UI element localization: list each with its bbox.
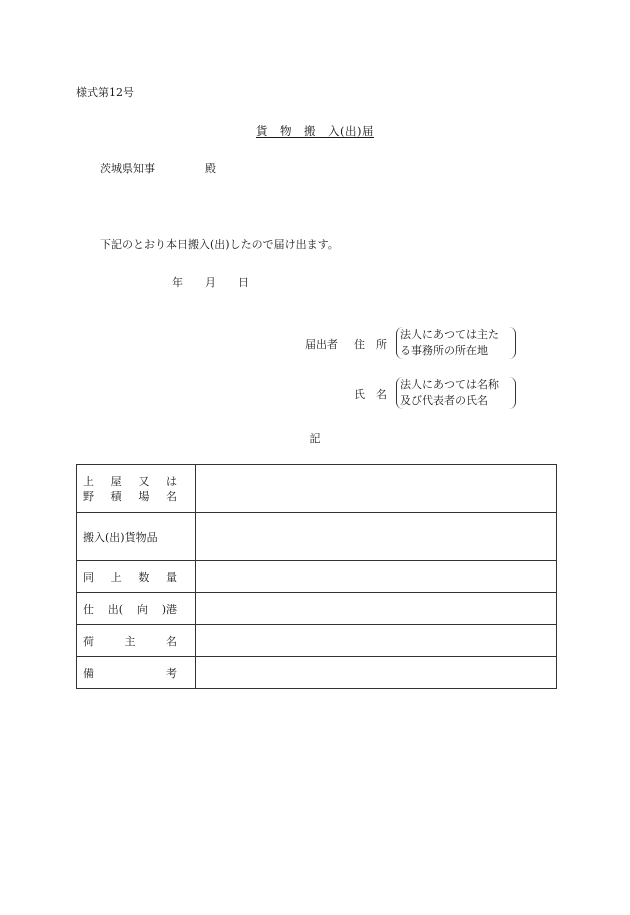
- shed-or-yard-name-field[interactable]: [196, 465, 557, 513]
- quantity-field[interactable]: [196, 561, 557, 593]
- name-note-bracket: [396, 377, 516, 409]
- addressee-honorific: 殿: [205, 162, 216, 175]
- table-row: [77, 561, 557, 593]
- name-note-line1: 法人にあつては名称: [400, 378, 499, 391]
- date-month-label: 月: [205, 276, 216, 289]
- remarks-field[interactable]: [196, 657, 557, 689]
- document-title: [0, 123, 630, 139]
- table-row: [77, 513, 557, 561]
- table-row: [77, 625, 557, 657]
- table-row: [77, 657, 557, 689]
- document-title-text: 貨 物 搬 入(出)届: [256, 124, 374, 138]
- address-note-bracket: [396, 327, 516, 359]
- form-number: 様式第12号: [76, 86, 134, 99]
- address-label: 住 所: [354, 338, 387, 351]
- date-line: [172, 274, 249, 290]
- ki-heading: 記: [309, 432, 321, 445]
- cargo-item-label: 搬入(出)貨物品: [77, 513, 196, 561]
- table-row: [77, 465, 557, 513]
- statement-text: 下記のとおり本日搬入(出)したので届け出ます。: [100, 238, 339, 251]
- date-day-label: 日: [238, 276, 249, 289]
- cargo-detail-table: [76, 464, 557, 689]
- port-field[interactable]: [196, 593, 557, 625]
- remarks-label: 備 考: [77, 657, 196, 689]
- port-label: 仕 出( 向 )港: [77, 593, 196, 625]
- notifier-label: 届出者: [305, 338, 338, 351]
- date-year-label: 年: [172, 276, 183, 289]
- addressee: 茨城県知事: [100, 162, 155, 175]
- quantity-label: 同 上 数 量: [77, 561, 196, 593]
- address-note-line2: る事務所の所在地: [400, 344, 488, 357]
- table-row: [77, 593, 557, 625]
- address-note-line1: 法人にあつては主た: [400, 328, 499, 341]
- shed-or-yard-name-label: 上 屋 又 は 野 積 場 名: [77, 465, 196, 513]
- cargo-item-field[interactable]: [196, 513, 557, 561]
- shipper-name-field[interactable]: [196, 625, 557, 657]
- shipper-name-label: 荷 主 名: [77, 625, 196, 657]
- name-note-line2: 及び代表者の氏名: [400, 394, 488, 407]
- name-label: 氏 名: [354, 388, 387, 401]
